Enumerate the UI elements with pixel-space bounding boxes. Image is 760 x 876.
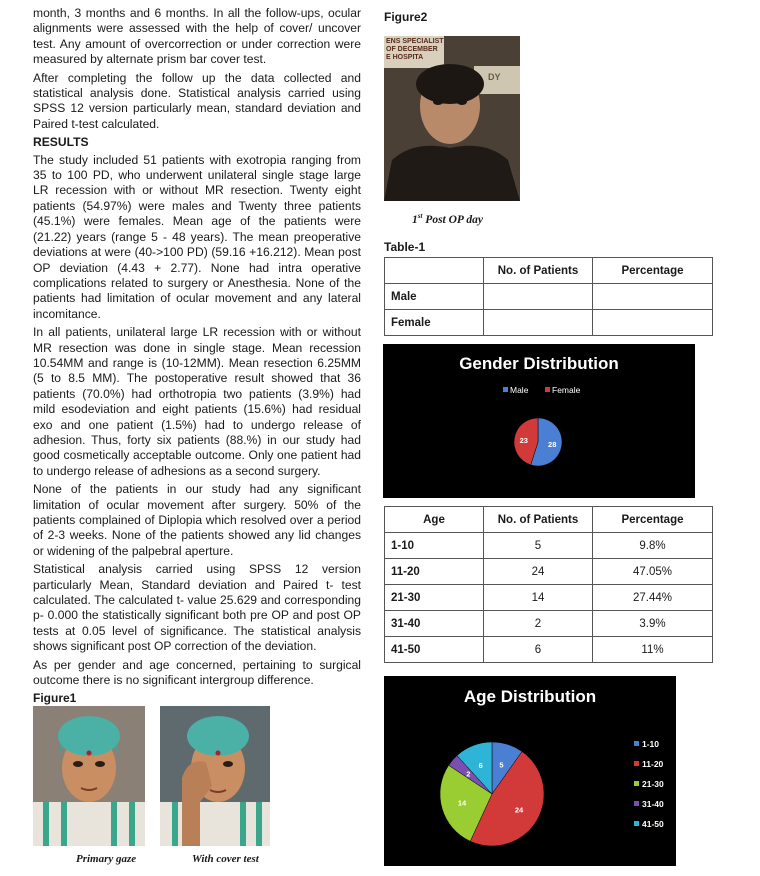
- data-label: 28: [548, 440, 557, 450]
- table-cell: 47.05%: [593, 559, 713, 585]
- table-row: [385, 533, 713, 559]
- table-row: [385, 559, 713, 585]
- table-row: [385, 310, 713, 336]
- table-header-cell: Percentage: [593, 507, 713, 533]
- table-row: [385, 611, 713, 637]
- table-cell: 31-40: [385, 611, 484, 637]
- data-label: 6: [478, 760, 483, 770]
- table-cell: 11%: [593, 637, 713, 663]
- table-cell: 9.8%: [593, 533, 713, 559]
- data-label: 14: [457, 798, 467, 808]
- legend-swatch: [634, 801, 639, 806]
- legend-swatch: [545, 387, 550, 392]
- table-cell: 14: [484, 585, 593, 611]
- figure1-caption-cover-test: With cover test: [192, 853, 259, 865]
- table-cell: [484, 310, 593, 336]
- figure2-label: Figure2: [384, 10, 428, 24]
- legend-swatch: [634, 761, 639, 766]
- table-cell: [484, 284, 593, 310]
- age-table: [384, 506, 713, 663]
- legend-entry: 21-30: [642, 779, 664, 789]
- paragraph-gender-age: As per gender and age concerned, pertaining to surgical outcome there is no significant intergroup difference.: [33, 657, 361, 688]
- paragraph-study: The study included 51 patients with exotropia ranging from 35 to 100 PD, who underwent unilateral single stage large LR recession with or without MR resection. Twenty eight patients (54.97%) were males and Twenty three patients (45.1%) were females. Mean age of the patients were (21.22) years (range 5 - 48 years). The mean preoperative deviations at were (40->100 PD) (59.16 +16.212). Mean post OP deviation (4.43 + 2.77). None had intra operative complications related to surgery or Anesthesia. None of the patients had limitation of ocular movement and any lateral incomitance.: [33, 152, 361, 321]
- data-label: 5: [499, 760, 504, 770]
- table-row: [385, 585, 713, 611]
- data-label: 24: [514, 805, 524, 815]
- left-column: [33, 6, 361, 707]
- paragraph-resection: In all patients, unilateral large LR recession with or without MR resection was done in single stage. Mean recession 10.54MM and range is (10-12MM). Mean resection 6.25MM (5 to 8.5 MM). The postoperative result showed that 36 patients (70.0%) had orthotropia two patients (3.9%) had mild esodeviation and eight patients (15.6%) had residual exo and one patient (1.5%) had to undergo release of adhesion. Thus, forty six patients (88.%) in our study had good cosmetically acceptable outcome. Only one patient had to undergo release of adhesions as a second surgery.: [33, 325, 361, 478]
- table-header-cell: No. of Patients: [484, 258, 593, 284]
- figure2-sign-text-2: DY: [488, 72, 501, 82]
- paragraph-statistics: After completing the follow up the data collected and statistical analysis done. Statistical analysis carried using SPSS 12 version particularly mean, standard deviation and Paired t-test calculated.: [33, 70, 361, 131]
- legend-swatch: [634, 781, 639, 786]
- table-cell: 2: [484, 611, 593, 637]
- chart-title: Gender Distribution: [459, 354, 619, 373]
- data-label: 2: [466, 769, 471, 779]
- table-cell: Female: [385, 310, 484, 336]
- table-header-cell: No. of Patients: [484, 507, 593, 533]
- paragraph-limitation: None of the patients in our study had any significant limitation of ocular movement after surgery. 50% of the patients complained of Diplopia which resolved over a period of 2-3 weeks. None of the patients showed any lid changes or widening of the palpebral aperture.: [33, 482, 361, 558]
- table-cell: 5: [484, 533, 593, 559]
- table-cell: 11-20: [385, 559, 484, 585]
- data-label: 23: [519, 435, 528, 445]
- gender-chart-svg: [383, 344, 695, 498]
- table-header-cell: [385, 258, 484, 284]
- table-cell: 27.44%: [593, 585, 713, 611]
- figure1-label: Figure1: [33, 691, 77, 706]
- legend-entry: Male: [510, 385, 529, 395]
- legend-swatch: [634, 821, 639, 826]
- table-cell: 41-50: [385, 637, 484, 663]
- gender-table: [384, 257, 713, 336]
- table-row: [385, 284, 713, 310]
- age-chart: [384, 676, 676, 866]
- table-row: [385, 637, 713, 663]
- legend-entry: 41-50: [642, 819, 664, 829]
- table-header-cell: Age: [385, 507, 484, 533]
- age-chart-svg: [384, 676, 676, 866]
- figure2-photo: [384, 36, 520, 201]
- legend-entry: 31-40: [642, 799, 664, 809]
- paragraph-spss: Statistical analysis carried using SPSS 12 version particularly Mean, Standard deviation and Paired t- test calculated. The calculated t- value 25.629 and corresponding p- 0.000 the statistically significant both pre OP and post OP tests at 0.05 level of significance. The statistical analysis shows significant post OP correction of the deviation.: [33, 562, 361, 654]
- figure1-photo-cover-test: [160, 706, 270, 846]
- results-heading: RESULTS: [33, 135, 89, 150]
- figure1-caption-primary-gaze: Primary gaze: [76, 853, 137, 865]
- table-cell: 1-10: [385, 533, 484, 559]
- table-cell: [593, 284, 713, 310]
- table-cell: 6: [484, 637, 593, 663]
- figure2-sign-text: ENS SPECIALIST OF DECEMBER E HOSPITA: [386, 38, 444, 61]
- chart-title: Age Distribution: [463, 687, 597, 706]
- gender-chart: [383, 344, 695, 498]
- table-cell: 3.9%: [593, 611, 713, 637]
- table-cell: 24: [484, 559, 593, 585]
- table1-label: Table-1: [384, 240, 426, 254]
- table-row: [385, 258, 713, 284]
- table-cell: 21-30: [385, 585, 484, 611]
- figure1-photo-primary-gaze: [33, 706, 145, 846]
- legend-entry: Female: [552, 385, 581, 395]
- table-cell: Male: [385, 284, 484, 310]
- legend-entry: 1-10: [642, 739, 660, 749]
- figure2-caption: 1st Post OP day: [412, 212, 483, 226]
- paragraph-followup: month, 3 months and 6 months. In all the follow-ups, ocular alignments were assessed with the help of cover/ uncover test. Any amount of overcorrection or under correction were measured by alternate prism bar cover test.: [33, 6, 361, 67]
- table-header-cell: Percentage: [593, 258, 713, 284]
- legend-swatch: [634, 741, 639, 746]
- legend-entry: 11-20: [642, 759, 664, 769]
- table-cell: [593, 310, 713, 336]
- legend-swatch: [503, 387, 508, 392]
- table-row: [385, 507, 713, 533]
